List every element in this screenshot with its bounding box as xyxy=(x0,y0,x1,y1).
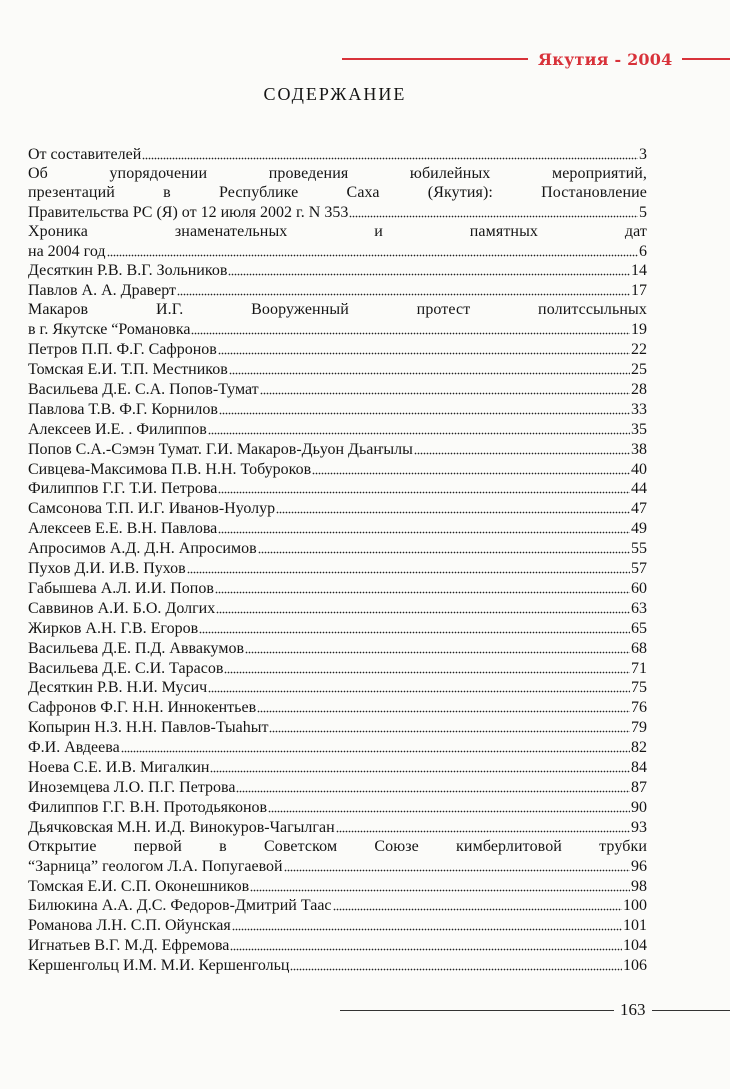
dot-leader xyxy=(268,799,630,813)
toc-entry[interactable] xyxy=(28,619,647,639)
dot-leader xyxy=(232,917,622,931)
toc-entry[interactable] xyxy=(28,678,647,698)
toc-entry-page: 17 xyxy=(631,282,647,300)
toc-entry-title: Сафронов Ф.Г. Н.Н. Иннокентьев xyxy=(28,699,257,717)
toc-entry[interactable] xyxy=(28,698,647,718)
toc-entry-page: 98 xyxy=(631,877,647,895)
toc-entry[interactable] xyxy=(28,400,647,420)
toc-entry-title: Иноземцева Л.О. П.Г. Петрова xyxy=(28,779,236,796)
toc-entry-title: Алексеев И.Е. . Филиппов xyxy=(28,420,207,438)
toc-entry-page: 101 xyxy=(623,917,647,935)
toc-entry-page: 40 xyxy=(631,460,647,478)
toc-entry-title: Десяткин Р.В. В.Г. Зольников xyxy=(28,262,228,280)
toc-entry[interactable] xyxy=(28,877,647,897)
toc-entry[interactable] xyxy=(28,838,647,877)
toc-entry-title: Десяткин Р.В. Н.И. Мусич xyxy=(28,679,208,697)
toc-entry-leader-line xyxy=(28,242,647,262)
toc-entry-line: Макаров И.Г. Вооруженный протест политссыльных xyxy=(28,301,647,319)
toc-entry[interactable] xyxy=(28,261,647,281)
toc-entry[interactable] xyxy=(28,818,647,838)
toc-entry[interactable] xyxy=(28,360,647,380)
toc-entry-leader-line xyxy=(28,539,647,559)
toc-entry-page: 71 xyxy=(631,659,647,677)
toc-entry[interactable] xyxy=(28,165,647,223)
toc-entry-leader-line xyxy=(28,738,647,758)
toc-entry-page: 100 xyxy=(623,897,647,915)
toc-entry[interactable] xyxy=(28,559,647,579)
toc-entry[interactable] xyxy=(28,956,647,976)
toc-entry[interactable] xyxy=(28,380,647,400)
dot-leader xyxy=(177,282,630,296)
toc-entry-title: Филиппов Г.Г. В.Н. Протодьяконов xyxy=(28,798,268,816)
toc-entry-leader-line xyxy=(28,460,647,480)
toc-entry-leader-line xyxy=(28,479,647,499)
toc-entry-title: Филиппов Г.Г. Т.И. Петрова xyxy=(28,480,218,498)
toc-entry-page: 5 xyxy=(639,203,647,221)
table-of-contents xyxy=(28,145,647,976)
toc-entry-title: Васильева Д.Е. С.И. Тарасов xyxy=(28,659,224,677)
toc-entry-leader-line xyxy=(28,936,647,956)
dot-leader xyxy=(218,480,630,494)
toc-entry[interactable] xyxy=(28,420,647,440)
dot-leader xyxy=(187,560,630,574)
toc-entry[interactable] xyxy=(28,479,647,499)
toc-entry-page: 44 xyxy=(631,480,647,498)
toc-entry-title: в г. Якутске “Романовка xyxy=(28,321,191,339)
toc-entry-leader-line xyxy=(28,818,647,838)
dot-leader xyxy=(218,520,630,534)
footer-rule-right xyxy=(652,1010,730,1011)
toc-entry-leader-line xyxy=(28,340,647,360)
toc-entry-leader-line xyxy=(28,261,647,281)
toc-entry-title: Саввинов А.И. Б.О. Долгих xyxy=(28,599,216,617)
toc-entry-leader-line xyxy=(28,619,647,639)
toc-entry-leader-line xyxy=(28,877,647,897)
toc-entry[interactable] xyxy=(28,916,647,936)
dot-leader xyxy=(208,679,630,693)
toc-entry-title: Алексеев Е.Е. В.Н. Павлова xyxy=(28,520,218,538)
toc-entry-leader-line xyxy=(28,499,647,519)
toc-entry-title: “Зарница” геологом Л.А. Попугаевой xyxy=(28,857,283,875)
toc-entry[interactable] xyxy=(28,223,647,262)
toc-entry-title: От составителей xyxy=(28,146,142,163)
toc-entry[interactable] xyxy=(28,896,647,916)
toc-entry-leader-line xyxy=(28,360,647,380)
toc-entry-leader-line xyxy=(28,916,647,936)
toc-entry-leader-line xyxy=(28,400,647,420)
toc-entry-title: Томская Е.И. Т.П. Местников xyxy=(28,360,228,378)
toc-entry[interactable] xyxy=(28,936,647,956)
page-title: СОДЕРЖАНИЕ xyxy=(263,84,407,104)
dot-leader xyxy=(260,381,630,395)
toc-entry-title: Жирков А.Н. Г.В. Егоров xyxy=(28,619,199,637)
dot-leader xyxy=(121,739,630,753)
toc-entry-title: Билюкина А.А. Д.С. Федоров-Дмитрий Таас xyxy=(28,897,332,915)
dot-leader xyxy=(276,500,630,514)
header-title: Якутия - 2004 xyxy=(538,49,673,69)
toc-entry-title: Попов С.А.-Сэмэн Тумат. Г.И. Макаров-Дьуон Дьаҥылы xyxy=(28,440,413,458)
toc-entry-page: 38 xyxy=(631,440,647,458)
dot-leader xyxy=(216,600,630,614)
toc-entry[interactable] xyxy=(28,758,647,778)
dot-leader xyxy=(107,243,638,257)
toc-entry-page: 33 xyxy=(631,400,647,418)
dot-leader xyxy=(228,262,630,276)
toc-entry[interactable] xyxy=(28,440,647,460)
toc-entry-page: 76 xyxy=(631,699,647,717)
toc-entry-title: Кершенгольц И.М. М.И. Кершенгольц xyxy=(28,957,290,975)
toc-entry-leader-line xyxy=(28,659,647,679)
toc-entry-page: 65 xyxy=(631,619,647,637)
dot-leader xyxy=(224,660,630,674)
dot-leader xyxy=(208,421,630,435)
dot-leader xyxy=(258,540,630,554)
toc-entry[interactable] xyxy=(28,778,647,798)
toc-entry-leader-line xyxy=(28,758,647,778)
dot-leader xyxy=(236,779,630,793)
footer-rule-left xyxy=(340,1010,614,1011)
toc-entry-leader-line xyxy=(28,678,647,698)
toc-entry-page: 63 xyxy=(631,599,647,617)
toc-entry-leader-line xyxy=(28,519,647,539)
toc-entry-page: 55 xyxy=(631,540,647,558)
toc-entry-title: Павлова Т.В. Ф.Г. Корнилов xyxy=(28,400,218,418)
toc-entry[interactable] xyxy=(28,798,647,818)
toc-entry-title: Габышева А.Л. И.И. Попов xyxy=(28,579,214,597)
dot-leader xyxy=(229,361,630,375)
toc-entry-page: 75 xyxy=(631,679,647,697)
running-header xyxy=(342,48,730,70)
dot-leader xyxy=(336,819,630,833)
dot-leader xyxy=(284,858,630,872)
toc-entry-leader-line xyxy=(28,599,647,619)
toc-entry-line: презентаций в Республике Саха (Якутия): Постановление xyxy=(28,183,647,201)
toc-entry-page: 90 xyxy=(631,798,647,816)
toc-entry-leader-line xyxy=(28,956,647,976)
page-title-wrap xyxy=(0,84,730,105)
toc-entry-title: на 2004 год xyxy=(28,242,106,260)
toc-entry-leader-line xyxy=(28,420,647,440)
toc-entry-leader-line xyxy=(28,559,647,579)
toc-entry-leader-line xyxy=(28,380,647,400)
toc-entry-page: 35 xyxy=(631,420,647,438)
toc-entry-page: 6 xyxy=(639,242,647,260)
toc-entry-line: Хроника знаменательных и памятных дат xyxy=(28,222,647,240)
toc-entry[interactable] xyxy=(28,579,647,599)
toc-entry-leader-line xyxy=(28,440,647,460)
toc-entry-title: Самсонова Т.П. И.Г. Иванов-Нуолур xyxy=(28,500,276,518)
toc-entry-page: 84 xyxy=(631,759,647,777)
dot-leader xyxy=(257,699,630,713)
dot-leader xyxy=(230,937,622,951)
toc-entry-title: Васильева Д.Е. П.Д. Аввакумов xyxy=(28,639,244,657)
toc-entry-leader-line xyxy=(28,145,647,165)
toc-entry-leader-line xyxy=(28,857,647,877)
toc-entry[interactable] xyxy=(28,340,647,360)
toc-entry-title: Апросимов А.Д. Д.Н. Апросимов xyxy=(28,540,257,558)
toc-entry-title: Копырин Н.З. Н.Н. Павлов-Тыаһыт xyxy=(28,719,269,737)
toc-entry-title: Дьячковская М.Н. И.Д. Винокуров-Чагылган xyxy=(28,818,335,836)
toc-entry-title: Игнатьев В.Г. М.Д. Ефремова xyxy=(28,937,230,955)
toc-entry-leader-line xyxy=(28,698,647,718)
toc-entry-leader-line xyxy=(28,579,647,599)
toc-entry-title: Павлов А. А. Драверт xyxy=(28,282,177,300)
toc-entry-leader-line xyxy=(28,778,647,798)
toc-entry[interactable] xyxy=(28,639,647,659)
page-number: 163 xyxy=(620,1000,646,1019)
header-rule-right xyxy=(682,58,730,60)
toc-entry[interactable] xyxy=(28,599,647,619)
dot-leader xyxy=(210,759,630,773)
dot-leader xyxy=(414,441,630,455)
toc-entry-line: Об упорядочении проведения юбилейных мероприятий, xyxy=(28,164,647,182)
dot-leader xyxy=(250,878,630,892)
toc-entry-page: 68 xyxy=(631,639,647,657)
toc-entry-title: Правительства РС (Я) от 12 июля 2002 г. N 353 xyxy=(28,203,349,221)
toc-entry[interactable] xyxy=(28,519,647,539)
dot-leader xyxy=(269,719,630,733)
toc-entry-page: 106 xyxy=(623,957,647,975)
dot-leader xyxy=(199,620,630,634)
toc-entry-page: 57 xyxy=(631,560,647,578)
toc-entry-page: 60 xyxy=(631,579,647,597)
toc-entry-page: 82 xyxy=(631,739,647,757)
toc-entry-page: 93 xyxy=(631,818,647,836)
toc-entry-leader-line xyxy=(28,203,647,223)
dot-leader xyxy=(349,204,638,218)
dot-leader xyxy=(290,957,622,971)
toc-entry-page: 14 xyxy=(631,262,647,280)
toc-entry-title: Сивцева-Максимова П.В. Н.Н. Тобуроков xyxy=(28,460,312,478)
toc-entry-page: 104 xyxy=(623,937,647,955)
toc-entry-leader-line xyxy=(28,320,647,340)
toc-entry-page: 22 xyxy=(631,341,647,359)
toc-entry-page: 47 xyxy=(631,500,647,518)
dot-leader xyxy=(215,580,630,594)
toc-entry-page: 19 xyxy=(631,321,647,339)
toc-entry-page: 28 xyxy=(631,380,647,398)
toc-entry[interactable] xyxy=(28,301,647,340)
toc-entry-leader-line xyxy=(28,639,647,659)
toc-entry-page: 96 xyxy=(631,857,647,875)
toc-entry-page: 25 xyxy=(631,360,647,378)
toc-entry-title: Петров П.П. Ф.Г. Сафронов xyxy=(28,341,217,359)
toc-entry-leader-line xyxy=(28,718,647,738)
toc-entry[interactable] xyxy=(28,499,647,519)
toc-entry-page: 79 xyxy=(631,719,647,737)
dot-leader xyxy=(312,461,630,475)
dot-leader xyxy=(333,897,622,911)
toc-entry-title: Романова Л.Н. С.П. Ойунская xyxy=(28,917,231,935)
page-footer xyxy=(340,1000,730,1020)
toc-entry-title: Васильева Д.Е. С.А. Попов-Тумат xyxy=(28,380,259,398)
toc-entry-title: Томская Е.И. С.П. Оконешников xyxy=(28,877,250,895)
toc-entry-title: Ноева С.Е. И.В. Мигалкин xyxy=(28,759,210,777)
toc-entry[interactable] xyxy=(28,145,647,165)
toc-entry-leader-line xyxy=(28,798,647,818)
toc-entry-leader-line xyxy=(28,896,647,916)
header-rule-left xyxy=(342,58,528,60)
toc-entry-leader-line xyxy=(28,281,647,301)
toc-entry[interactable] xyxy=(28,718,647,738)
toc-entry-title: Пухов Д.И. И.В. Пухов xyxy=(28,560,186,578)
toc-entry-line: Открытие первой в Советском Союзе кимберлитовой трубки xyxy=(28,837,647,855)
toc-entry-page: 87 xyxy=(631,779,647,796)
toc-entry[interactable] xyxy=(28,281,647,301)
dot-leader xyxy=(245,640,630,654)
toc-entry[interactable] xyxy=(28,738,647,758)
toc-entry[interactable] xyxy=(28,659,647,679)
toc-entry[interactable] xyxy=(28,539,647,559)
dot-leader xyxy=(218,341,630,355)
toc-entry-page: 3 xyxy=(639,146,647,163)
toc-entry[interactable] xyxy=(28,460,647,480)
dot-leader xyxy=(219,401,630,415)
dot-leader xyxy=(142,146,638,160)
dot-leader xyxy=(191,321,630,335)
toc-entry-title: Ф.И. Авдеева xyxy=(28,739,120,757)
toc-entry-page: 49 xyxy=(631,520,647,538)
